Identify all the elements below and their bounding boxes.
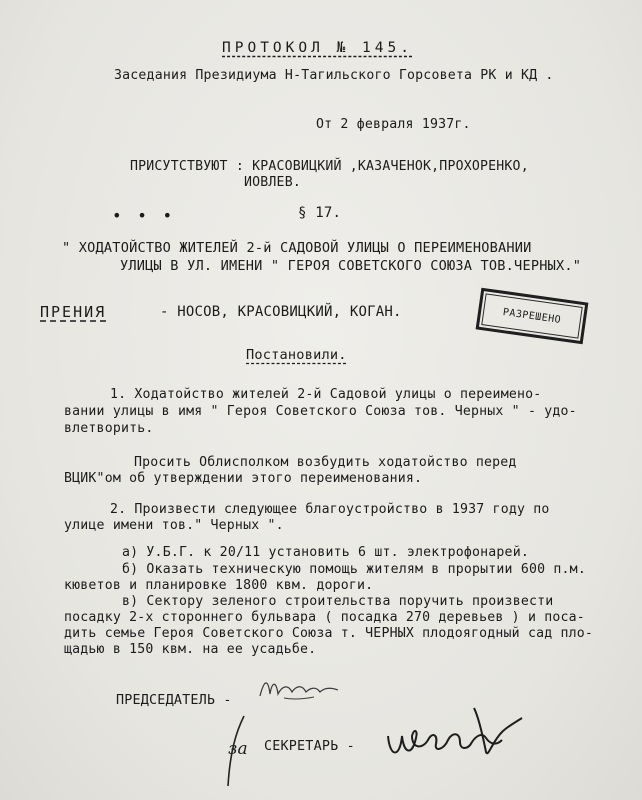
- secretary-prefix: за: [228, 739, 248, 759]
- secretary-signature: [378, 702, 528, 766]
- item-b-line-1: б) Оказать техническую помощь жителям в прорытии 600 п.м.: [122, 562, 586, 577]
- paragraph-1-line-1: 1. Ходатойство жителей 2-й Садовой улицы о переименo-: [110, 387, 542, 402]
- petition-line-2: УЛИЦЫ В УЛ. ИМЕНИ " ГЕРОЯ СОВЕТСКОГО СОЮЗА ТОВ.ЧЕРНЫХ.": [120, 258, 582, 274]
- resolved-heading: Постановили.: [246, 347, 347, 363]
- debate-speakers: - НОСОВ, КРАСОВИЦКИЙ, КОГАН.: [160, 304, 402, 320]
- attendance-line-1: ПРИСУТСТВУЮТ : КРАСОВИЦКИЙ ,КАЗАЧЕНОК,ПРОХОРЕНКО,: [130, 159, 529, 174]
- protocol-date: От 2 февраля 1937г.: [316, 117, 471, 132]
- paragraph-3-line-2: улице имени тов." Черных ".: [64, 518, 284, 533]
- item-b-line-2: кюветов и планировке 1800 квм. дороги.: [64, 578, 374, 593]
- petition-line-1: " ХОДАТОЙСТВО ЖИТЕЛЕЙ 2-й САДОВОЙ УЛИЦЫ О ПЕРЕИМЕНОВАНИИ: [62, 240, 532, 256]
- section-number: § 17.: [298, 205, 342, 221]
- paragraph-1-line-2: вании улицы в имя " Героя Советского Союза тов. Черных " - удо-: [64, 404, 577, 419]
- chairman-signature: [254, 672, 344, 706]
- item-v-line-4: щадью в 150 квм. на ее усадьбе.: [64, 642, 317, 657]
- secretary-prefix-flourish: [220, 712, 260, 792]
- secretary-label: СЕКРЕТАРЬ -: [264, 739, 355, 754]
- attendance-line-2: ИОВЛЕВ.: [244, 175, 301, 190]
- item-a-line-1: а) У.Б.Г. к 20/11 установить 6 шт. электрофонарей.: [122, 545, 529, 560]
- paragraph-2-line-1: Просить Облисполком возбудить ходатойство перед: [134, 455, 517, 470]
- chairman-label: ПРЕДСЕДАТЕЛЬ -: [116, 693, 232, 708]
- protocol-subtitle: Заседания Президиума Н-Тагильского Горсовета РК и КД .: [114, 68, 554, 83]
- item-v-line-1: в) Сектору зеленого строительства поручить произвести: [122, 594, 554, 609]
- debate-label: ПРЕНИЯ: [40, 303, 107, 321]
- item-v-line-2: посадку 2-х стороннего бульвара ( посадка 270 деревьев ) и поса-: [64, 610, 585, 625]
- paragraph-2-line-2: ВЦИК"ом об утверждении этого переименования.: [64, 471, 423, 486]
- item-v-line-3: дить семье Героя Советского Союза т. ЧЕРНЫХ плодоягодный сад пло-: [64, 626, 594, 641]
- protocol-title: ПРОТОКОЛ № 145.: [222, 40, 413, 56]
- paragraph-1-line-3: влетворить.: [64, 421, 154, 436]
- punch-holes: • • •: [112, 206, 176, 225]
- permission-stamp: РАЗРЕШЕНО: [476, 288, 589, 345]
- paragraph-3-line-1: 2. Произвести следующее благоустройство в 1937 году по: [110, 502, 550, 517]
